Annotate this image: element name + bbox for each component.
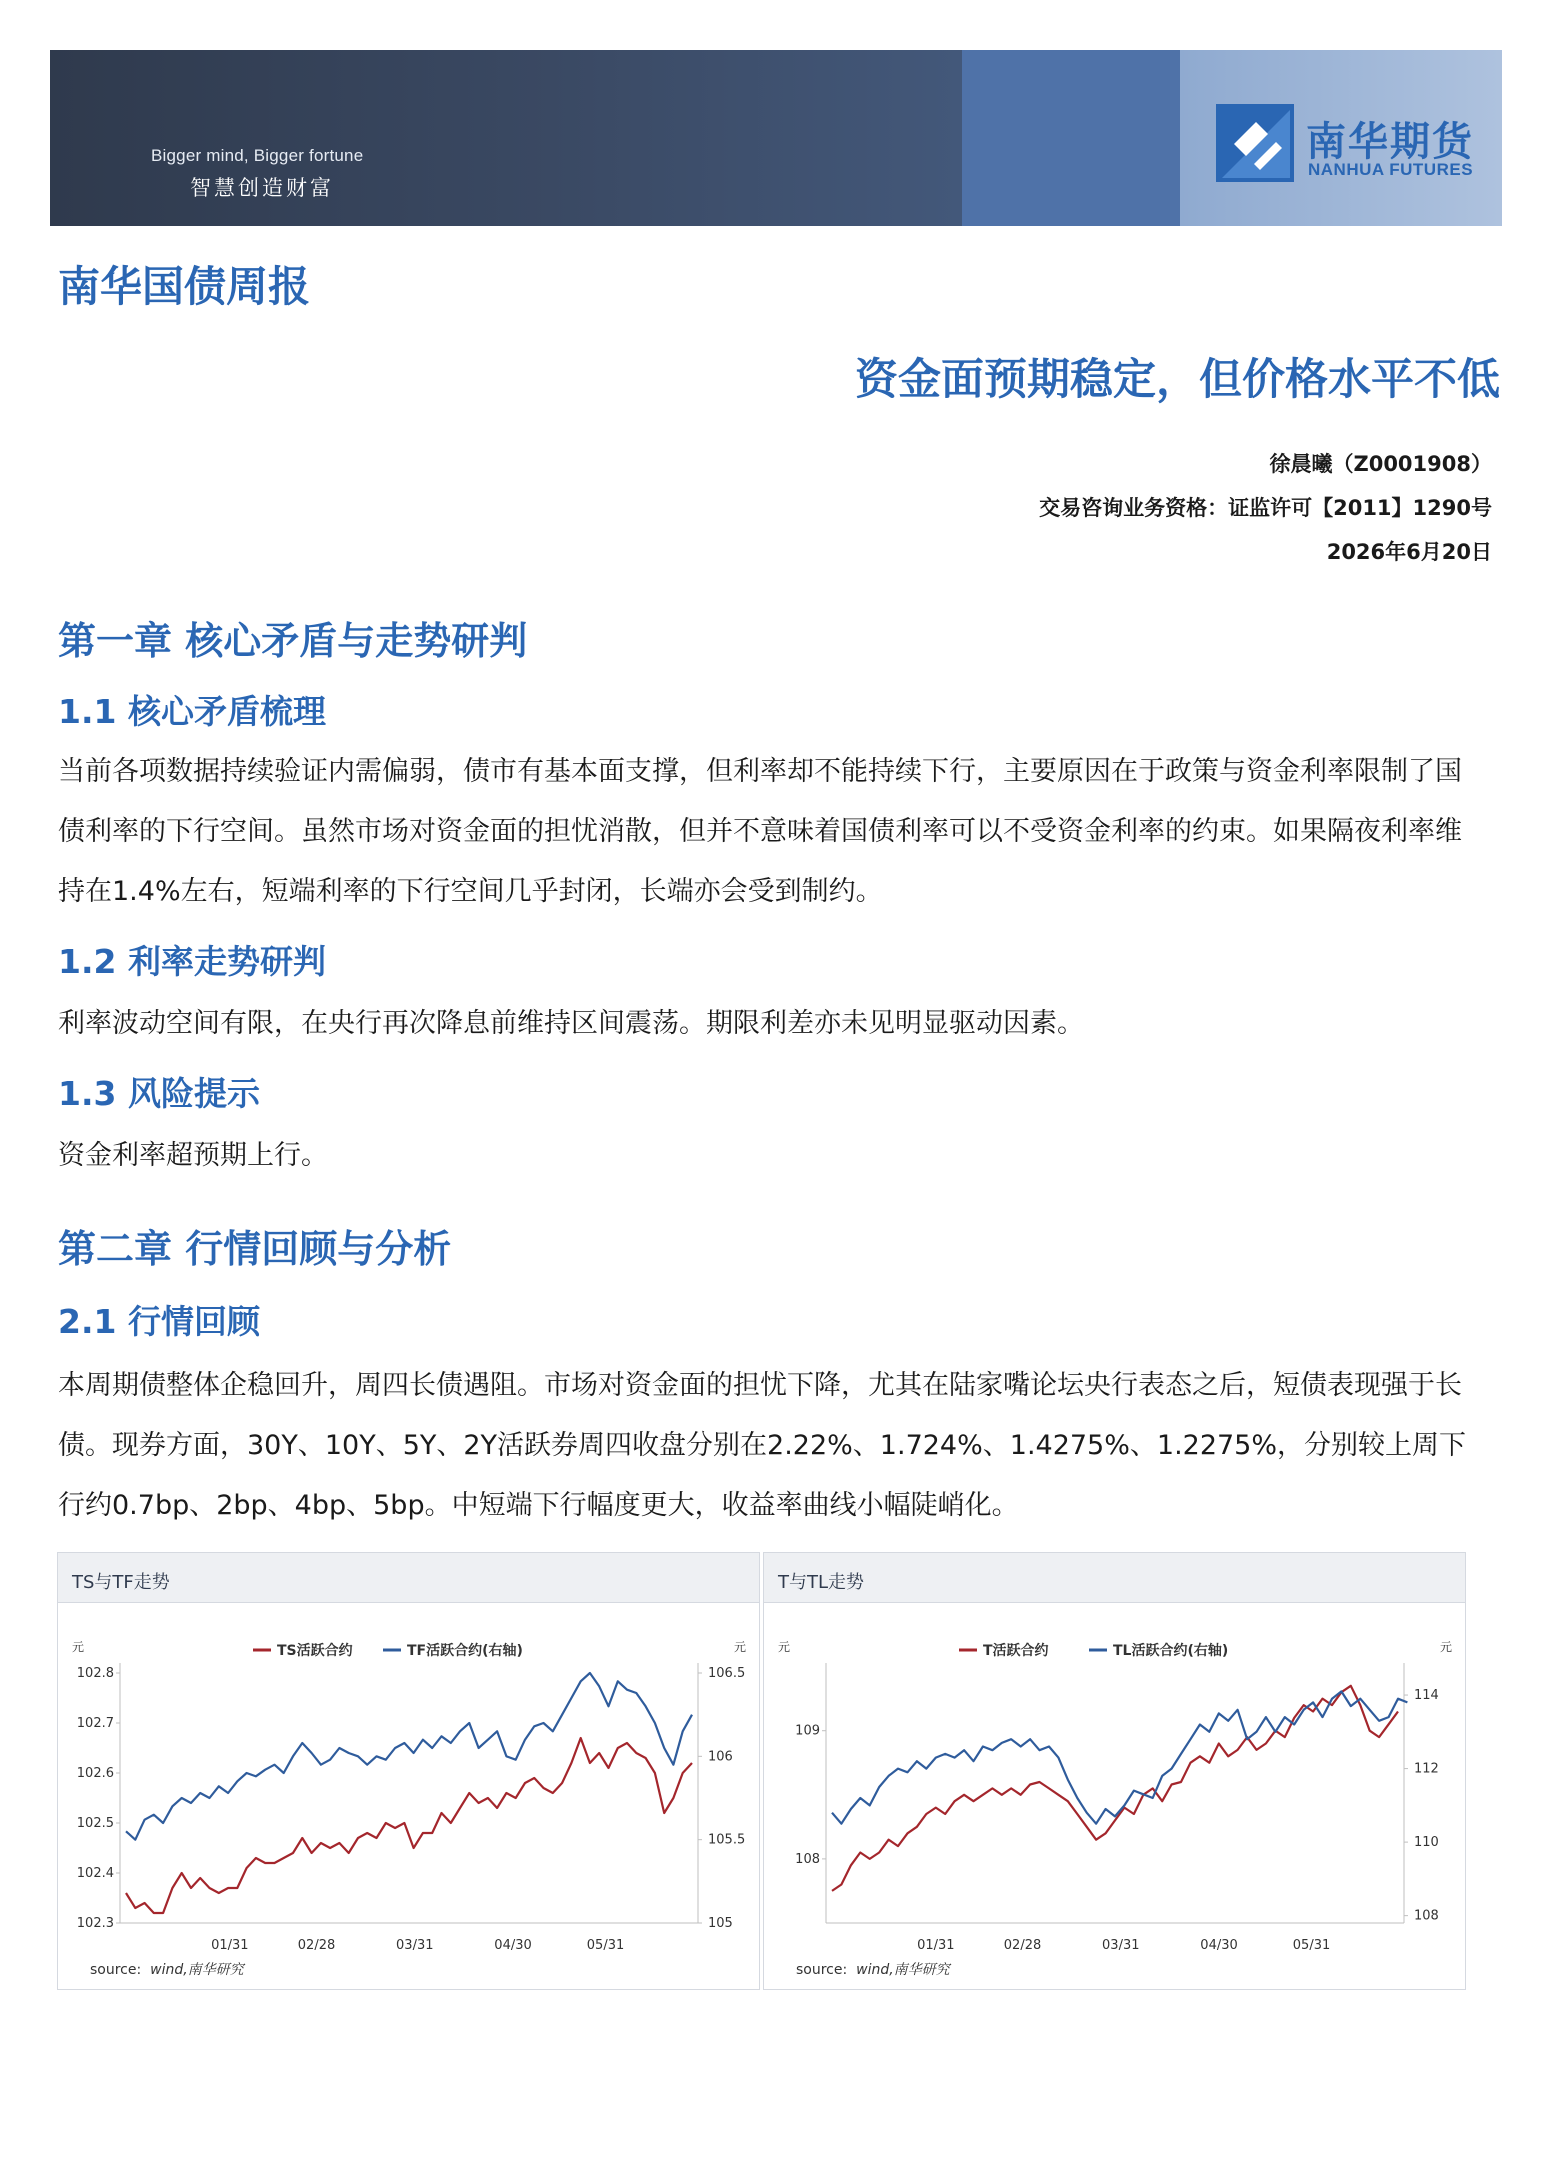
legend-label: TF活跃合约(右轴): [407, 1643, 523, 1659]
chart-title: T与TL走势: [764, 1553, 1465, 1603]
right-tick-label: 112: [1414, 1761, 1439, 1777]
x-tick-label: 05/31: [586, 1938, 625, 1953]
section-1-1-heading: 1.1 核心矛盾梳理: [58, 692, 326, 731]
report-author: 徐晨曦（Z0001908）: [1269, 452, 1492, 476]
section-1-3-paragraph: 资金利率超预期上行。: [58, 1140, 328, 1171]
slogan-cn: 智慧创造财富: [190, 176, 334, 200]
left-tick-label: 109: [795, 1723, 820, 1739]
chart-t-tl-plot: [764, 1603, 1467, 1953]
chart-title: TS与TF走势: [58, 1553, 759, 1603]
section-2-1-heading: 2.1 行情回顾: [58, 1302, 260, 1341]
chapter-2-heading: 第二章 行情回顾与分析: [58, 1227, 452, 1271]
legend-label: TS活跃合约: [277, 1643, 353, 1659]
x-tick-label: 02/28: [1003, 1938, 1042, 1953]
right-tick-label: 110: [1414, 1835, 1439, 1851]
chart-t-tl: [763, 1552, 1466, 1990]
x-tick-label: 04/30: [1200, 1938, 1238, 1953]
right-unit-label: 元: [1440, 1640, 1453, 1654]
left-tick-label: 102.3: [76, 1916, 114, 1931]
right-tick-label: 114: [1414, 1688, 1439, 1704]
legend-label: TL活跃合约(右轴): [1113, 1643, 1229, 1659]
section-1-1-paragraph: 当前各项数据持续验证内需偏弱，债市有基本面支撑，但利率却不能持续下行，主要原因在于政策与资金利率限制了国债利率的下行空间。虽然市场对资金面的担忧消散，但并不意味着国债利率可以不受资金利率的约束。如果隔夜利率维持在1.4%左右，短端利率的下行空间几乎封闭，长端亦会受到制约。: [58, 756, 1462, 907]
header-banner: [50, 50, 1502, 226]
series-line: [832, 1686, 1398, 1891]
report-name: 南华国债周报: [58, 262, 311, 311]
x-tick-label: 01/31: [211, 1938, 249, 1953]
chart-source-label: source:: [90, 1962, 142, 1978]
logo-text-en: NANHUA FUTURES: [1308, 160, 1474, 179]
series-line: [126, 1673, 692, 1840]
series-line: [832, 1691, 1407, 1823]
section-1-2-heading: 1.2 利率走势研判: [58, 942, 326, 981]
right-tick-label: 108: [1414, 1908, 1439, 1924]
chart-source-label: source:: [796, 1962, 848, 1978]
right-unit-label: 元: [734, 1640, 747, 1654]
report-license: 交易咨询业务资格：证监许可【2011】1290号: [1039, 496, 1492, 520]
legend-label: T活跃合约: [983, 1643, 1049, 1659]
chart-ts-tf-plot: [58, 1603, 761, 1953]
left-tick-label: 102.6: [76, 1766, 114, 1781]
banner-dark-block: [50, 50, 962, 226]
left-unit-label: 元: [778, 1640, 791, 1654]
left-tick-label: 102.4: [76, 1866, 114, 1881]
left-tick-label: 102.7: [76, 1716, 114, 1731]
x-tick-label: 03/31: [1102, 1938, 1140, 1953]
logo-text-cn: 南华期货: [1306, 119, 1474, 165]
left-unit-label: 元: [72, 1640, 85, 1654]
chapter-1-heading: 第一章 核心矛盾与走势研判: [58, 619, 528, 663]
banner-logo-block: [1180, 50, 1502, 226]
left-tick-label: 102.5: [76, 1816, 114, 1831]
section-2-1-paragraph: 本周期债整体企稳回升，周四长债遇阻。市场对资金面的担忧下降，尤其在陆家嘴论坛央行表态之后，短债表现强于长债。现券方面，30Y、10Y、5Y、2Y活跃券周四收盘分别在2.22%、1.724%、1.4275%、1.2275%，分别较上周下行约0.7bp、2bp、4bp、5bp。中短端下行幅度更大，收益率曲线小幅陡峭化。: [58, 1370, 1467, 1521]
section-1-3-heading: 1.3 风险提示: [58, 1074, 260, 1113]
x-tick-label: 01/31: [917, 1938, 955, 1953]
banner-mid-block: [962, 50, 1180, 226]
left-tick-label: 102.8: [76, 1666, 114, 1681]
chart-source-value: wind,南华研究: [150, 1962, 244, 1978]
slogan-en: Bigger mind, Bigger fortune: [151, 146, 364, 165]
chart-ts-tf: [57, 1552, 760, 1990]
report-date: 2026年6月20日: [1326, 540, 1492, 564]
section-1-2-paragraph: 利率波动空间有限，在央行再次降息前维持区间震荡。期限利差亦未见明显驱动因素。: [58, 1008, 1084, 1039]
chart-source-value: wind,南华研究: [856, 1962, 950, 1978]
chart-source: [796, 1959, 950, 1979]
right-tick-label: 106.5: [708, 1666, 746, 1681]
chart-source: [90, 1959, 244, 1979]
nanhua-logo-icon: [1216, 104, 1294, 182]
x-tick-label: 02/28: [297, 1938, 336, 1953]
x-tick-label: 03/31: [396, 1938, 434, 1953]
x-tick-label: 04/30: [494, 1938, 532, 1953]
right-tick-label: 106: [708, 1749, 733, 1765]
x-tick-label: 05/31: [1292, 1938, 1331, 1953]
report-title: 资金面预期稳定，但价格水平不低: [855, 355, 1500, 405]
right-tick-label: 105: [708, 1916, 733, 1931]
series-line: [126, 1738, 692, 1913]
left-tick-label: 108: [795, 1851, 820, 1867]
right-tick-label: 105.5: [708, 1832, 746, 1848]
